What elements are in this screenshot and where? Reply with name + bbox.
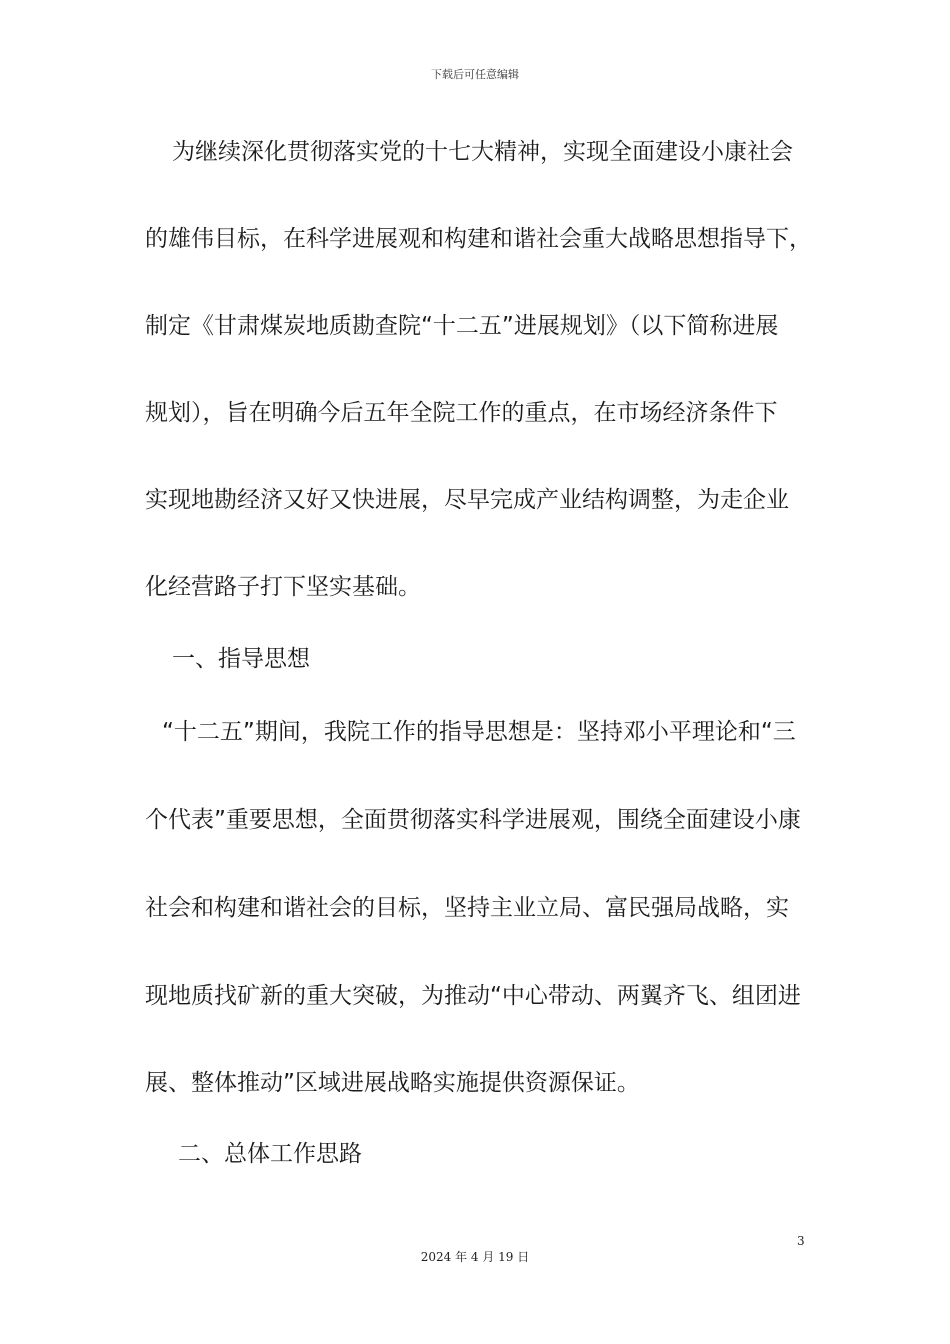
paragraph-line: 现地质找矿新的重大突破，为推动“中心带动、两翼齐飞、组团进 <box>145 983 801 1009</box>
paragraph-line: 的雄伟目标，在科学进展观和构建和谐社会重大战略思想指导下， <box>145 226 812 252</box>
footer-date: 2024 年 4 月 19 日 <box>420 1250 530 1264</box>
paragraph-line: 个代表”重要思想，全面贯彻落实科学进展观，围绕全面建设小康 <box>145 807 801 833</box>
paragraph-line: “十二五”期间，我院工作的指导思想是：坚持邓小平理论和“三 <box>162 719 796 745</box>
paragraph-line: 社会和构建和谐社会的目标，坚持主业立局、富民强局战略，实 <box>145 895 789 921</box>
page-number: 3 <box>797 1234 805 1248</box>
paragraph-line: 为继续深化贯彻落实党的十七大精神，实现全面建设小康社会 <box>172 139 793 165</box>
paragraph-line: 规划），旨在明确今后五年全院工作的重点，在市场经济条件下 <box>145 400 778 426</box>
paragraph-line: 制定《甘肃煤炭地质勘查院“十二五”进展规划》（以下简称进展 <box>145 313 779 339</box>
paragraph-line: 化经营路子打下坚实基础。 <box>145 574 421 600</box>
section-heading: 二、总体工作思路 <box>178 1141 362 1167</box>
paragraph-line: 展、整体推动”区域进展战略实施提供资源保证。 <box>145 1070 640 1096</box>
paragraph-line: 实现地勘经济又好又快进展，尽早完成产业结构调整，为走企业 <box>145 487 789 513</box>
header-note: 下载后可任意编辑 <box>431 68 519 81</box>
section-heading: 一、指导思想 <box>172 646 310 672</box>
